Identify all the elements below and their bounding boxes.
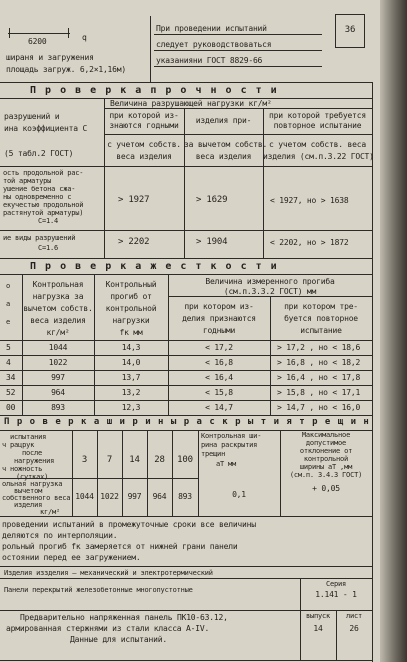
strength-bottom bbox=[0, 258, 372, 259]
strength-left-h3: (5 табл.2 ГОСТ) bbox=[4, 149, 74, 158]
crack-max-h1: Максимальное bbox=[301, 431, 351, 439]
stiffness-rule-4 bbox=[0, 400, 372, 401]
stiffness-group-h1: Величина измеренного прогиба bbox=[205, 277, 335, 286]
titleblock-rule-1 bbox=[0, 578, 372, 579]
stiffness-c0-h2: а bbox=[6, 300, 11, 308]
crack-load-1: 1044 bbox=[75, 492, 94, 501]
stiffness-c2-h5: fк мм bbox=[119, 328, 143, 337]
titleblock-rule-2 bbox=[0, 610, 372, 611]
strength-left-h2: ина коэффициента С bbox=[4, 124, 88, 133]
note-2: деляются по интерполяции. bbox=[2, 531, 118, 540]
crack-load-2: 1022 bbox=[100, 492, 119, 501]
stiffness-r5-retest: > 14,7 , но < 16,0 bbox=[277, 403, 361, 412]
crack-r1-l1: испытания bbox=[10, 433, 47, 441]
note-3: рольный прогиб fк замеряется от нижней грани панели bbox=[2, 542, 238, 551]
titleblock-caption: Изделия иззделия — механический и электротермический bbox=[4, 569, 213, 577]
crack-title: П р о в е р к а ш и р и н ы р а с к р ы т и я т р е щ и н bbox=[4, 417, 370, 427]
scan-edge bbox=[380, 0, 407, 662]
strength-col1-h2: знаются годными bbox=[109, 121, 179, 130]
loading-title-1: шираня и загружения bbox=[6, 53, 94, 62]
strength-row-rule bbox=[0, 230, 372, 231]
stiffness-r2-accept: < 16,8 bbox=[205, 358, 233, 367]
crack-v3 bbox=[147, 430, 148, 516]
crack-r2-l3: собственного веса bbox=[2, 494, 71, 502]
header-divider bbox=[150, 16, 151, 82]
strength-row1-l3: ушение бетона сжа- bbox=[3, 185, 76, 193]
stiffness-right-edge bbox=[372, 258, 373, 415]
crack-v4 bbox=[172, 430, 173, 516]
stiffness-r3-accept: < 16,4 bbox=[205, 373, 233, 382]
strength-row1-l7: С=1.4 bbox=[38, 217, 59, 225]
crack-v0 bbox=[72, 430, 73, 516]
stiffness-r4-load: 964 bbox=[51, 388, 65, 397]
strength-col3-h1: при которой требуется bbox=[269, 111, 366, 120]
stiffness-r1-retest: > 17,2 , но < 18,6 bbox=[277, 343, 361, 352]
strength-row2-v2: > 1904 bbox=[196, 237, 228, 247]
stiffness-r3-retest: > 16,4 , но < 17,8 bbox=[277, 373, 361, 382]
issue-label: выпуск bbox=[305, 612, 331, 620]
crack-bottom bbox=[0, 516, 372, 517]
crack-mid-rule bbox=[0, 478, 198, 479]
stiffness-c3-h2: делия признаются bbox=[182, 314, 256, 323]
stiffness-r3-deflection: 13,7 bbox=[121, 373, 141, 382]
stiffness-r5-accept: < 14,7 bbox=[205, 403, 233, 412]
strength-row1-v2: > 1629 bbox=[196, 195, 228, 205]
crack-control-h4: аТ мм bbox=[216, 460, 237, 468]
dim-mark: q bbox=[82, 33, 87, 42]
stiffness-r1-deflection: 14,3 bbox=[121, 343, 141, 352]
titleblock-bottom bbox=[0, 660, 372, 661]
strength-sub3-b: изделия (см.п.3.22 ГОСТ) bbox=[263, 152, 374, 161]
stiffness-c0-h1: о bbox=[6, 282, 11, 290]
note-underline-1 bbox=[154, 34, 322, 35]
stiffness-c2-h2: прогиб от bbox=[110, 292, 152, 301]
stiffness-r4-retest: > 15,8 , но < 17,1 bbox=[277, 388, 361, 397]
dim-tick-right bbox=[68, 28, 69, 38]
strength-sub3-a: с учетом собств. веса bbox=[269, 140, 366, 149]
strength-left-h1: разрушений и bbox=[4, 112, 60, 121]
stiffness-r2-n: 4 bbox=[6, 358, 11, 367]
stiffness-group-h2: (см.п.3.3.2 ГОСТ) мм bbox=[223, 287, 317, 296]
crack-control-value: 0,1 bbox=[232, 490, 246, 499]
note-1: проведении испытаний в промежуточные сроки все величины bbox=[2, 520, 256, 529]
stiffness-r2-retest: > 16,8 , но < 18,2 bbox=[277, 358, 361, 367]
strength-top-rule bbox=[0, 82, 372, 83]
strength-row2-v3: < 2202, но > 1872 bbox=[270, 238, 349, 247]
crack-v2 bbox=[122, 430, 123, 516]
stiffness-r5-load: 893 bbox=[51, 403, 65, 412]
stiffness-c4-h2: буется повторное bbox=[284, 314, 358, 323]
stiffness-r5-n: 00 bbox=[6, 403, 16, 412]
note-line-1: При проведении испытаний bbox=[156, 24, 267, 33]
crack-r1-l6: (сутках) bbox=[16, 473, 49, 481]
crack-v1 bbox=[97, 430, 98, 516]
crack-r2-l2: вычетом bbox=[14, 487, 43, 495]
crack-load-5: 893 bbox=[178, 492, 192, 501]
stiffness-title: П р о в е р к а ж е с т к о с т и bbox=[30, 261, 279, 272]
crack-load-4: 964 bbox=[152, 492, 167, 501]
stiffness-r4-accept: < 15,8 bbox=[205, 388, 233, 397]
note-line-3: указанияни ГОСТ 8829-66 bbox=[156, 56, 263, 65]
stiffness-r2-load: 1022 bbox=[48, 358, 68, 367]
strength-title: П р о в е р к а п р о ч н о с т и bbox=[30, 85, 279, 96]
crack-r1-l5: ч ножность bbox=[2, 465, 43, 473]
strength-group-header: Величина разрушающей нагрузки кг/м² bbox=[110, 99, 272, 108]
stiffness-r1-accept: < 17,2 bbox=[205, 343, 233, 352]
stiffness-bottom bbox=[0, 415, 372, 416]
sheet-value: 26 bbox=[349, 624, 359, 633]
strength-row1-l1: ость продольной рас- bbox=[3, 169, 84, 177]
titleblock-main-2: армированная стержнями из стали класса А-IV. bbox=[6, 624, 210, 633]
crack-r2-l5: кг/м² bbox=[40, 508, 61, 516]
crack-control-h2: рина раскрытия bbox=[201, 441, 258, 449]
stiffness-r3-load: 997 bbox=[51, 373, 65, 382]
strength-col3-h2: повторное испытание bbox=[273, 121, 362, 130]
stiffness-r4-deflection: 13,2 bbox=[121, 388, 141, 397]
dim-tick-left bbox=[9, 28, 10, 38]
stiffness-rule-1 bbox=[0, 355, 372, 356]
dim-label: 6200 bbox=[28, 37, 47, 46]
crack-duration-2: 7 bbox=[106, 455, 113, 465]
strength-right-edge bbox=[372, 82, 373, 258]
stiffness-c3-h1: при котором из- bbox=[184, 302, 254, 311]
stiffness-r4-n: 52 bbox=[6, 388, 16, 397]
stiffness-c1-h1: Контрольная bbox=[32, 280, 84, 289]
stiffness-c2-h3: контрольной bbox=[105, 304, 157, 313]
stiffness-c2-h1: Контрольный bbox=[105, 280, 157, 289]
note-underline-2 bbox=[154, 50, 322, 51]
titleblock-main-3: Данные для испытаний. bbox=[70, 635, 167, 644]
crack-r1-l3: после bbox=[22, 449, 43, 457]
titleblock-right-edge bbox=[372, 516, 373, 662]
crack-r1-l2: ч рацрук bbox=[2, 441, 35, 449]
stiffness-c0-h3: е bbox=[6, 318, 11, 326]
stiffness-r3-n: 34 bbox=[6, 373, 16, 382]
crack-max-h2: допустимое bbox=[305, 439, 347, 447]
strength-row1-l4: ны одновременно с bbox=[3, 193, 72, 201]
stiffness-r1-n: 5 bbox=[6, 343, 11, 352]
strength-sub1-a: с учетом собств. bbox=[107, 140, 181, 149]
dim-line bbox=[8, 33, 70, 34]
strength-row2-l1: ие виды разрушений bbox=[3, 234, 76, 242]
strength-sub2-b: веса изделия bbox=[195, 152, 252, 161]
series-value: 1.141 - 1 bbox=[315, 590, 357, 599]
crack-r1-l4: нагружения bbox=[14, 457, 55, 465]
crack-max-h3: отклонение от bbox=[299, 447, 353, 455]
strength-row1-v3: < 1927, но > 1638 bbox=[270, 196, 349, 205]
stiffness-c4-h3: испытание bbox=[300, 326, 342, 335]
strength-row2-v1: > 2202 bbox=[118, 237, 150, 247]
titleblock-subtitle: Панели перекрытий железобетонные многопустотные bbox=[4, 586, 193, 594]
stiffness-c1-h2: нагрузка за bbox=[32, 292, 84, 301]
crack-r2-l4: изделия bbox=[14, 501, 43, 509]
strength-header-bottom bbox=[0, 166, 372, 167]
issue-value: 14 bbox=[313, 624, 323, 633]
page-number: 36 bbox=[344, 25, 356, 35]
crack-max-h5: ширины аТ ,мм bbox=[299, 463, 353, 471]
stiffness-header-bottom bbox=[0, 340, 372, 341]
sheet-label: лист bbox=[345, 612, 363, 620]
stiffness-rule-3 bbox=[0, 385, 372, 386]
stiffness-r5-deflection: 12,3 bbox=[121, 403, 141, 412]
stiffness-c1-h5: кг/м² bbox=[46, 328, 70, 337]
crack-duration-3: 14 bbox=[129, 455, 140, 465]
strength-row1-l6: растянутой арматуры) bbox=[3, 209, 84, 217]
strength-v2 bbox=[184, 108, 185, 258]
crack-right-edge bbox=[372, 415, 373, 516]
stiffness-r2-deflection: 14,0 bbox=[121, 358, 141, 367]
strength-sub-rule bbox=[104, 134, 372, 135]
crack-max-h4: контрольной bbox=[303, 455, 349, 463]
stiffness-group-rule bbox=[168, 296, 372, 297]
stiffness-r1-load: 1044 bbox=[48, 343, 68, 352]
stiffness-c2-h4: нагрузки bbox=[112, 316, 150, 325]
strength-row1-l5: екучестью продольной bbox=[3, 201, 84, 209]
series-label: Серия bbox=[325, 580, 347, 588]
crack-load-3: 997 bbox=[127, 492, 142, 501]
note-4: остоянии перед ее загружением. bbox=[2, 553, 141, 562]
strength-row1-l2: той арматуры bbox=[3, 177, 52, 185]
strength-v3 bbox=[263, 108, 264, 258]
stiffness-rule-2 bbox=[0, 370, 372, 371]
crack-v5 bbox=[198, 430, 199, 516]
stiffness-title-rule bbox=[0, 274, 372, 275]
crack-max-h6: (см.п. 3.4.3 ГОСТ) bbox=[289, 471, 363, 479]
strength-col1-h1: при которой из- bbox=[109, 111, 179, 120]
crack-duration-4: 28 bbox=[154, 455, 165, 465]
strength-row1-v1: > 1927 bbox=[118, 195, 150, 205]
stiffness-c1-h3: вычетом собств. bbox=[23, 304, 93, 313]
titleblock-main-1: Предварительно напряженная панель ПК10-63.12, bbox=[20, 613, 228, 622]
crack-max-value: + 0,05 bbox=[312, 484, 340, 493]
stiffness-c3-h3: годными bbox=[202, 326, 236, 335]
note-line-2: следует руководствоваться bbox=[156, 40, 272, 49]
crack-control-h3: трещин bbox=[201, 450, 226, 458]
crack-r2-l1: ольная нагрузка bbox=[2, 480, 63, 488]
crack-duration-5: 100 bbox=[177, 455, 193, 465]
crack-control-h1: Контрольная ши- bbox=[201, 432, 262, 440]
strength-row2-l2: С=1.6 bbox=[38, 244, 59, 252]
strength-col2-h1: изделия при- bbox=[195, 116, 252, 125]
titleblock-top bbox=[0, 566, 372, 567]
stiffness-c1-h4: веса изделия bbox=[30, 316, 86, 325]
note-underline-3 bbox=[154, 66, 322, 67]
strength-sub2-a: за вычетом собств. bbox=[184, 140, 268, 149]
crack-duration-1: 3 bbox=[81, 455, 88, 465]
strength-sub1-b: веса изделия bbox=[116, 152, 172, 161]
stiffness-c4-h1: при котором тре- bbox=[284, 302, 358, 311]
loading-title-2: площадь загруж. 6,2×1,16м) bbox=[6, 65, 127, 74]
strength-group-rule bbox=[104, 108, 372, 109]
